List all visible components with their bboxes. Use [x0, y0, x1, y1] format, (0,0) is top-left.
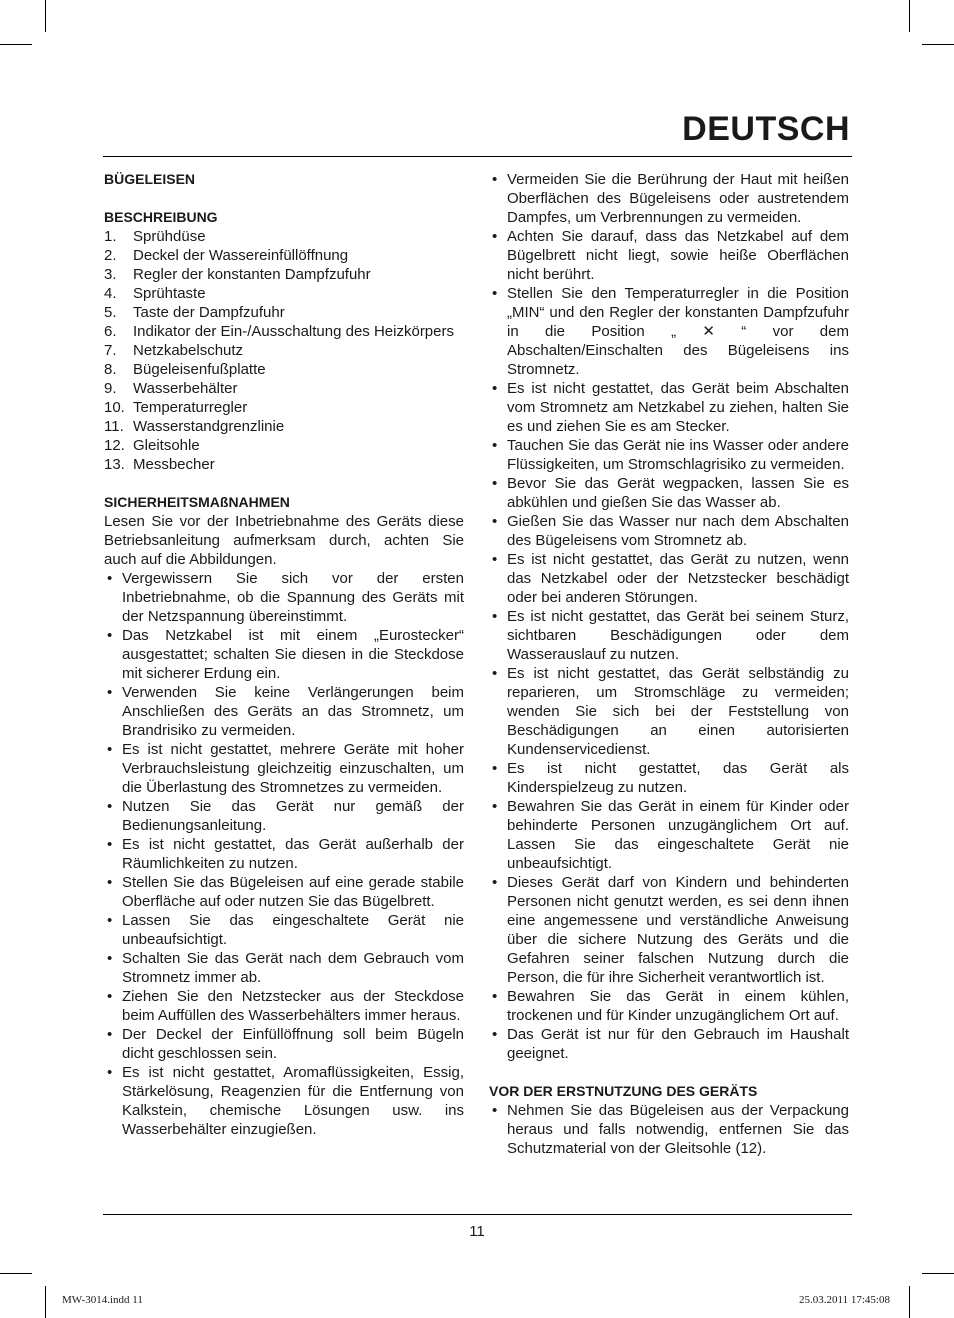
- heading-iron: BÜGELEISEN: [104, 171, 196, 187]
- crop-mark: [45, 0, 46, 32]
- footer-file: MW-3014.indd 11: [62, 1294, 143, 1306]
- list-item: • Das Gerät ist nur für den Gebrauch im Haushalt geeignet.: [489, 1025, 849, 1063]
- part-item: [104, 436, 464, 455]
- heading-description: BESCHREIBUNG: [104, 209, 218, 225]
- list-item: • Es ist nicht gestattet, das Gerät bei seinem Sturz, sichtbaren Beschädigungen oder dem Wasserauslauf zu nutzen.: [489, 607, 849, 664]
- part-item: [104, 227, 464, 246]
- crop-mark: [0, 1273, 32, 1274]
- part-label: Bügeleisenfußplatte: [133, 361, 266, 378]
- safety-intro: Lesen Sie vor der Inbetriebnahme des Geräts diese Betriebsanleitung aufmerksam durch, achten Sie auch auf die Abbildungen.: [104, 513, 464, 568]
- footer-date: 25.03.2011 17:45:08: [799, 1294, 890, 1306]
- list-item: • Das Netzkabel ist mit einem „Eurostecker“ ausgestattet; schalten Sie diesen in die Steckdose mit sicherer Erdung ein.: [104, 626, 464, 683]
- part-item: [104, 360, 464, 379]
- part-number: 12.: [104, 437, 125, 454]
- part-number: 2.: [104, 247, 117, 264]
- part-label: Gleitsohle: [133, 437, 200, 454]
- part-item: [104, 265, 464, 284]
- part-item: [104, 284, 464, 303]
- page-title: DEUTSCH: [682, 110, 850, 148]
- part-label: Taste der Dampfzufuhr: [133, 304, 285, 321]
- left-column: [104, 170, 464, 1139]
- part-number: 6.: [104, 323, 117, 340]
- list-item: • Nehmen Sie das Bügeleisen aus der Verpackung heraus und falls notwendig, entfernen Sie das Schutzmaterial von der Gleitsohle (12).: [489, 1101, 849, 1158]
- list-item: • Vergewissern Sie sich vor der ersten Inbetriebnahme, ob die Spannung des Geräts mit der Netzspannung übereinstimmt.: [104, 569, 464, 626]
- list-item: • Bewahren Sie das Gerät in einem kühlen, trockenen und für Kinder unzugänglichem Ort auf.: [489, 987, 849, 1025]
- list-item: • Lassen Sie das eingeschaltete Gerät nie unbeaufsichtigt.: [104, 911, 464, 949]
- part-label: Temperaturregler: [133, 399, 248, 416]
- list-item: • Stellen Sie den Temperaturregler in die Position „MIN“ und den Regler der konstanten Dampfzufuhr in die Position „ ✕ “ vor dem Abschalten/Einschalten des Bügeleisens ins Stromnetz.: [489, 284, 849, 379]
- part-label: Regler der konstanten Dampfzufuhr: [133, 266, 371, 283]
- crop-mark: [922, 44, 954, 45]
- list-item: • Achten Sie darauf, dass das Netzkabel auf dem Bügelbrett nicht liegt, sowie heiße Oberflächen nicht berührt.: [489, 227, 849, 284]
- bottom-rule: [103, 1214, 852, 1215]
- crop-mark: [0, 44, 32, 45]
- part-label: Wasserstandgrenzlinie: [133, 418, 285, 435]
- part-number: 4.: [104, 285, 117, 302]
- list-item: • Es ist nicht gestattet, das Gerät beim Abschalten vom Stromnetz am Netzkabel zu ziehen, halten Sie es und ziehen Sie es am Stecker.: [489, 379, 849, 436]
- part-number: 5.: [104, 304, 117, 321]
- list-item: • Tauchen Sie das Gerät nie ins Wasser oder andere Flüssigkeiten, um Stromschlagrisiko zu vermeiden.: [489, 436, 849, 474]
- list-item: • Es ist nicht gestattet, mehrere Geräte mit hoher Verbrauchsleistung gleichzeitig einzuschalten, um die Überlastung des Stromnetzes zu vermeiden.: [104, 740, 464, 797]
- list-item: • Schalten Sie das Gerät nach dem Gebrauch vom Stromnetz immer ab.: [104, 949, 464, 987]
- list-item: • Es ist nicht gestattet, Aromaflüssigkeiten, Essig, Stärkelösung, Reagenzien für die Entfernung von Kalkstein, chemische Lösungen usw. ins Wasserbehälter einzugießen.: [104, 1063, 464, 1139]
- part-label: Indikator der Ein-/Ausschaltung des Heizkörpers: [133, 323, 454, 340]
- heading-first-use: VOR DER ERSTNUTZUNG DES GERÄTS: [489, 1083, 758, 1099]
- part-item: [104, 455, 464, 474]
- crop-mark: [45, 1286, 46, 1318]
- crop-mark: [909, 1286, 910, 1318]
- list-item: • Dieses Gerät darf von Kindern und behinderten Personen nicht genutzt werden, es sei denn ihnen eine angemessene und verständliche Anweisung über die sichere Nutzung des Geräts und die Gefahren seiner falschen Nutzung durch die Person, die für ihre Sicherheit verantwortlich ist.: [489, 873, 849, 987]
- list-item: • Ziehen Sie den Netzstecker aus der Steckdose beim Auffüllen des Wasserbehälters immer heraus.: [104, 987, 464, 1025]
- list-item: • Es ist nicht gestattet, das Gerät selbständig zu reparieren, um Stromschläge zu vermeiden; wenden Sie sich bei der Feststellung von Beschädigungen an einen autorisierten Kundenservicedienst.: [489, 664, 849, 759]
- list-item: • Gießen Sie das Wasser nur nach dem Abschalten des Bügeleisens vom Stromnetz ab.: [489, 512, 849, 550]
- page-number: 11: [469, 1223, 485, 1240]
- part-number: 13.: [104, 456, 125, 473]
- part-item: [104, 379, 464, 398]
- heading-safety: SICHERHEITSMAßNAHMEN: [104, 494, 290, 510]
- top-rule: [103, 156, 852, 157]
- part-number: 8.: [104, 361, 117, 378]
- list-item: • Es ist nicht gestattet, das Gerät außerhalb der Räumlichkeiten zu nutzen.: [104, 835, 464, 873]
- list-item: • Es ist nicht gestattet, das Gerät zu nutzen, wenn das Netzkabel oder der Netzstecker beschädigt oder bei anderen Störungen.: [489, 550, 849, 607]
- part-label: Sprühtaste: [133, 285, 206, 302]
- parts-list: [104, 227, 464, 474]
- part-number: 11.: [104, 418, 124, 435]
- list-item: • Verwenden Sie keine Verlängerungen beim Anschließen des Geräts an das Stromnetz, um Brandrisiko zu vermeiden.: [104, 683, 464, 740]
- list-item: • Es ist nicht gestattet, das Gerät als Kinderspielzeug zu nutzen.: [489, 759, 849, 797]
- list-item: • Der Deckel der Einfüllöffnung soll beim Bügeln dicht geschlossen sein.: [104, 1025, 464, 1063]
- part-item: [104, 303, 464, 322]
- part-label: Wasserbehälter: [133, 380, 238, 397]
- first-use-list: [489, 1101, 849, 1158]
- safety-list-right: [489, 170, 849, 1063]
- list-item: • Bewahren Sie das Gerät in einem für Kinder oder behinderte Personen unzugänglichem Ort auf. Lassen Sie das eingeschaltete Gerät nie unbeaufsichtigt.: [489, 797, 849, 873]
- part-label: Sprühdüse: [133, 228, 206, 245]
- part-label: Messbecher: [133, 456, 215, 473]
- part-number: 3.: [104, 266, 117, 283]
- part-item: [104, 417, 464, 436]
- right-column: [489, 170, 849, 1158]
- part-item: [104, 246, 464, 265]
- list-item: • Stellen Sie das Bügeleisen auf eine gerade stabile Oberfläche auf oder nutzen Sie das Bügelbrett.: [104, 873, 464, 911]
- part-item: [104, 322, 464, 341]
- safety-list-left: [104, 569, 464, 1139]
- part-label: Deckel der Wassereinfüllöffnung: [133, 247, 349, 264]
- part-item: [104, 398, 464, 417]
- part-number: 9.: [104, 380, 117, 397]
- list-item: • Bevor Sie das Gerät wegpacken, lassen Sie es abkühlen und gießen Sie das Wasser ab.: [489, 474, 849, 512]
- part-number: 10.: [104, 399, 125, 416]
- crop-mark: [909, 0, 910, 32]
- part-label: Netzkabelschutz: [133, 342, 244, 359]
- part-item: [104, 341, 464, 360]
- list-item: • Vermeiden Sie die Berührung der Haut mit heißen Oberflächen des Bügeleisens oder austretendem Dampfes, um Verbrennungen zu vermeiden.: [489, 170, 849, 227]
- part-number: 7.: [104, 342, 117, 359]
- part-number: 1.: [104, 228, 117, 245]
- list-item: • Nutzen Sie das Gerät nur gemäß der Bedienungsanleitung.: [104, 797, 464, 835]
- crop-mark: [922, 1273, 954, 1274]
